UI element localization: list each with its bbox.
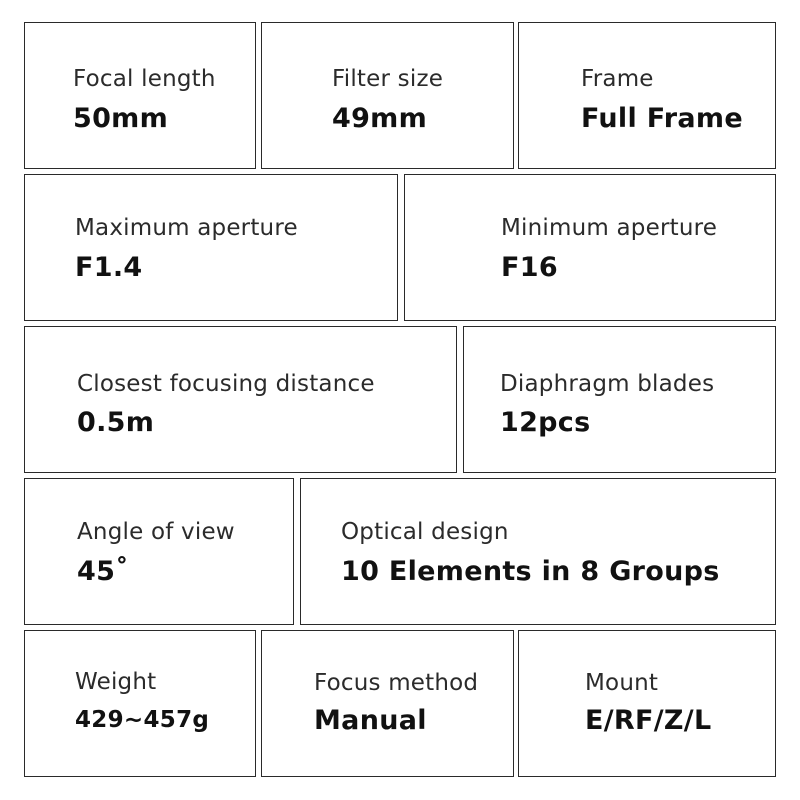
spec-label: Diaphragm blades bbox=[500, 371, 715, 397]
spec-value: F1.4 bbox=[75, 252, 143, 283]
spec-cell-minimum-aperture bbox=[404, 174, 776, 321]
spec-label: Optical design bbox=[341, 519, 509, 545]
spec-label: Weight bbox=[75, 669, 157, 695]
spec-value: 49mm bbox=[332, 103, 428, 134]
spec-cell-frame bbox=[518, 22, 776, 169]
spec-value: Full Frame bbox=[581, 103, 743, 134]
spec-cell-filter-size bbox=[261, 22, 514, 169]
spec-label: Filter size bbox=[332, 66, 444, 92]
spec-cell-mount bbox=[518, 630, 776, 777]
spec-label: Focus method bbox=[314, 670, 479, 696]
spec-value: 12pcs bbox=[500, 407, 591, 438]
spec-label: Focal length bbox=[73, 66, 216, 92]
spec-cell-diaphragm-blades bbox=[463, 326, 776, 473]
spec-cell-focus-method bbox=[261, 630, 514, 777]
spec-cell-closest-focusing-distance bbox=[24, 326, 457, 473]
spec-value: 50mm bbox=[73, 103, 169, 134]
spec-value: Manual bbox=[314, 705, 427, 736]
spec-cell-optical-design bbox=[300, 478, 776, 625]
spec-value: 10 Elements in 8 Groups bbox=[341, 556, 720, 587]
spec-cell-maximum-aperture bbox=[24, 174, 398, 321]
spec-value: 0.5m bbox=[77, 407, 155, 438]
spec-label: Closest focusing distance bbox=[77, 371, 375, 397]
spec-value: E/RF/Z/L bbox=[585, 705, 712, 736]
spec-value: F16 bbox=[501, 252, 558, 283]
spec-label: Mount bbox=[585, 670, 659, 696]
spec-value: 45˚ bbox=[77, 556, 129, 587]
spec-label: Maximum aperture bbox=[75, 215, 298, 241]
spec-label: Frame bbox=[581, 66, 654, 92]
spec-label: Angle of view bbox=[77, 519, 235, 545]
spec-cell-focal-length bbox=[24, 22, 256, 169]
spec-value: 429~457g bbox=[75, 707, 210, 733]
spec-cell-angle-of-view bbox=[24, 478, 294, 625]
spec-label: Minimum aperture bbox=[501, 215, 718, 241]
spec-cell-weight bbox=[24, 630, 256, 777]
